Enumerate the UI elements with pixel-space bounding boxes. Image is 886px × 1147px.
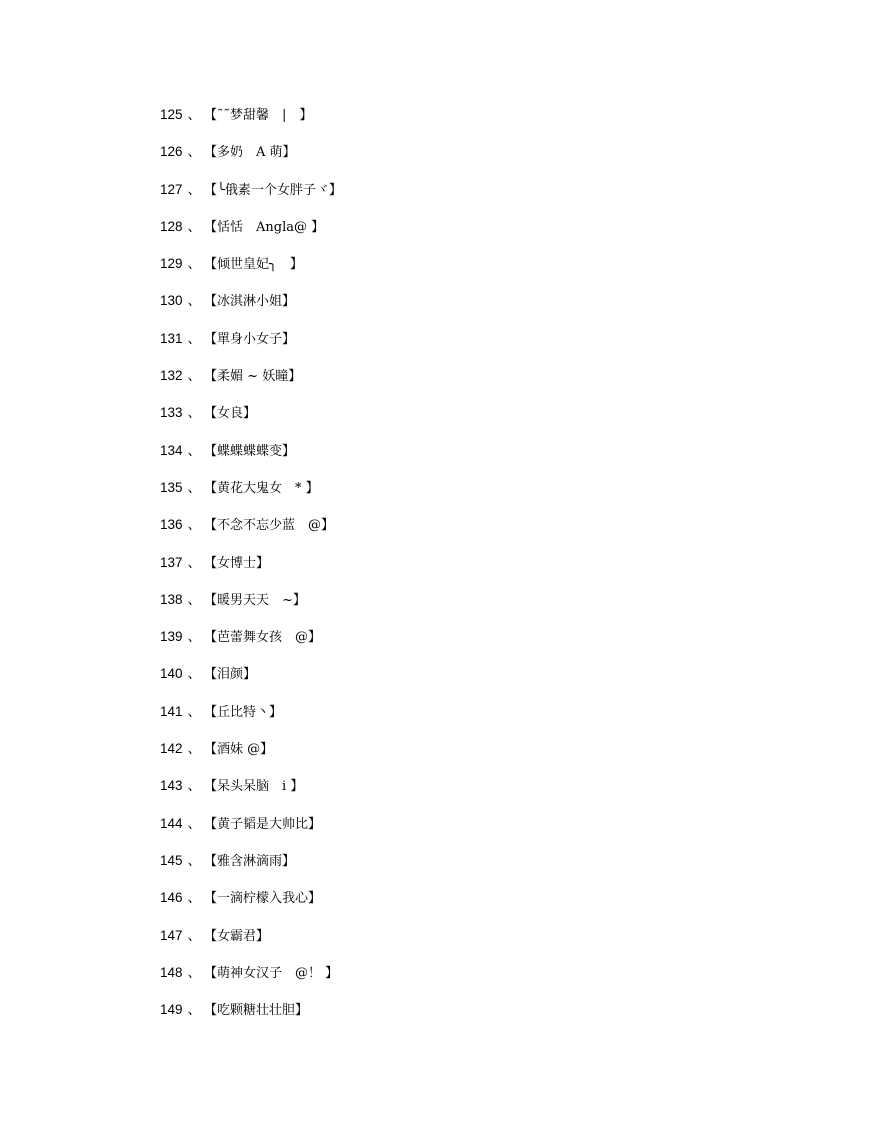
item-separator: 、 <box>187 144 202 160</box>
item-separator: 、 <box>187 554 202 570</box>
item-number: 138 <box>160 591 183 607</box>
list-item <box>160 329 342 366</box>
item-number: 139 <box>160 629 183 645</box>
item-name: 【不念不忘少蓝 @】 <box>204 518 335 534</box>
list-item <box>160 1000 342 1037</box>
item-number: 143 <box>160 778 183 794</box>
item-number: 141 <box>160 703 183 719</box>
list-item <box>160 478 342 515</box>
item-number: 146 <box>160 890 183 906</box>
item-name: 【單身小女子】 <box>204 331 296 347</box>
item-separator: 、 <box>187 964 202 980</box>
list-item <box>160 814 342 851</box>
list-item <box>160 217 342 254</box>
list-item <box>160 888 342 925</box>
item-number: 148 <box>160 964 183 980</box>
item-separator: 、 <box>187 218 202 234</box>
list-item <box>160 627 342 664</box>
item-separator: 、 <box>187 778 202 794</box>
item-name: 【吃颗糖壮壮胆】 <box>204 1003 309 1019</box>
item-number: 133 <box>160 405 183 421</box>
item-name: 【暖男天天 ~】 <box>204 592 306 608</box>
item-separator: 、 <box>187 107 202 122</box>
list-item <box>160 291 342 328</box>
item-name: 【女博士】 <box>204 555 270 571</box>
item-number: 144 <box>160 815 183 831</box>
item-separator: 、 <box>187 1002 202 1018</box>
list-item <box>160 702 342 739</box>
item-name: 【黄花大鬼女 * 】 <box>204 480 319 496</box>
item-name: 【萌神女汉子 @！ 】 <box>204 965 339 981</box>
item-number: 142 <box>160 741 183 757</box>
item-number: 128 <box>160 218 183 234</box>
item-number: 126 <box>160 144 183 160</box>
list-item <box>160 926 342 963</box>
list-item <box>160 403 342 440</box>
list-item <box>160 142 342 179</box>
item-separator: 、 <box>187 181 202 197</box>
item-number: 125 <box>160 107 183 122</box>
item-number: 129 <box>160 256 183 272</box>
list-item <box>160 515 342 552</box>
item-separator: 、 <box>187 852 202 868</box>
item-name: 【丘比特丶】 <box>204 704 283 720</box>
item-number: 145 <box>160 852 183 868</box>
item-number: 135 <box>160 479 183 495</box>
item-separator: 、 <box>187 368 202 384</box>
item-separator: 、 <box>187 815 202 831</box>
item-name: 【呆头呆脑 i 】 <box>204 779 304 795</box>
item-name: 【酒妹 @】 <box>204 742 274 758</box>
item-name: 【雅含淋滴雨】 <box>204 853 296 869</box>
item-separator: 、 <box>187 330 202 346</box>
item-name: 【恬恬 Angla@ 】 <box>204 219 325 235</box>
item-name: 【一滴柠檬入我心】 <box>204 891 322 907</box>
item-number: 132 <box>160 368 183 384</box>
list-item <box>160 664 342 701</box>
list-item <box>160 553 342 590</box>
item-number: 136 <box>160 517 183 533</box>
list-item <box>160 254 342 291</box>
item-name: 【黄子韬是大帅比】 <box>204 816 322 832</box>
list-item <box>160 963 342 1000</box>
item-separator: 、 <box>187 256 202 272</box>
list-item <box>160 776 342 813</box>
item-separator: 、 <box>187 479 202 495</box>
item-name: 【女良】 <box>204 406 257 422</box>
list-item <box>160 851 342 888</box>
nickname-list <box>160 105 342 1037</box>
item-name: 【倾世皇妃╮ 】 <box>204 257 303 273</box>
item-separator: 、 <box>187 703 202 719</box>
item-number: 127 <box>160 181 183 197</box>
item-name: 【多奶 A 萌】 <box>204 145 296 161</box>
item-name: 【泪颜】 <box>204 667 257 683</box>
item-separator: 、 <box>187 890 202 906</box>
item-name: 【女霸君】 <box>204 928 270 944</box>
item-name: 【蝶蝶蝶蝶变】 <box>204 443 296 459</box>
item-number: 130 <box>160 293 183 309</box>
item-number: 131 <box>160 330 183 346</box>
item-number: 149 <box>160 1002 183 1018</box>
item-number: 134 <box>160 442 183 458</box>
item-number: 147 <box>160 927 183 943</box>
item-separator: 、 <box>187 741 202 757</box>
item-number: 137 <box>160 554 183 570</box>
item-name: 【冰淇淋小姐】 <box>204 294 296 310</box>
list-item <box>160 105 342 142</box>
list-item <box>160 180 342 217</box>
item-separator: 、 <box>187 442 202 458</box>
item-number: 140 <box>160 666 183 682</box>
item-name: 【˜˜梦甜馨 | 】 <box>204 108 313 123</box>
item-separator: 、 <box>187 517 202 533</box>
item-separator: 、 <box>187 666 202 682</box>
item-name: 【芭蕾舞女孩 @】 <box>204 630 322 646</box>
item-separator: 、 <box>187 927 202 943</box>
list-item <box>160 739 342 776</box>
item-name: 【柔媚 ~ 妖瞳】 <box>204 369 302 385</box>
list-item <box>160 590 342 627</box>
list-item <box>160 366 342 403</box>
list-item <box>160 441 342 478</box>
item-separator: 、 <box>187 629 202 645</box>
item-separator: 、 <box>187 405 202 421</box>
item-separator: 、 <box>187 591 202 607</box>
item-separator: 、 <box>187 293 202 309</box>
item-name: 【╰俄素一个女胖子ヾ】 <box>204 182 342 198</box>
